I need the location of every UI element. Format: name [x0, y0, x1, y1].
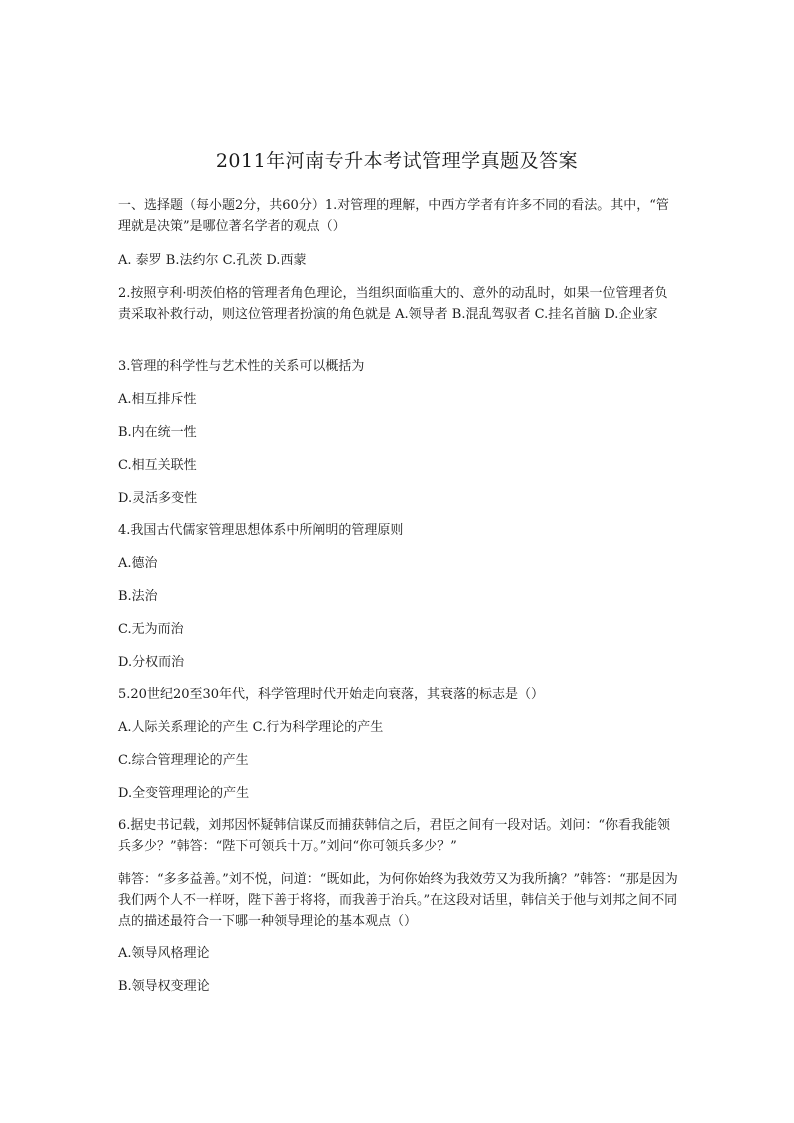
- paragraph-q2: 2.按照亨利·明茨伯格的管理者角色理论，当组织面临重大的、意外的动乱时，如果一位管理者负责采取补救行动，则这位管理者扮演的角色就是 A.领导者 B.混乱驾驭者 C.挂名首脑 D.企业家: [118, 286, 668, 322]
- paragraph-q4: 4.我国古代儒家管理思想体系中所阐明的管理原则: [118, 523, 404, 538]
- paragraph-q6-option-a: A.领导风格理论: [118, 946, 210, 961]
- paragraph-q6-part1: 6.据史书记载，刘邦因怀疑韩信谋反而捕获韩信之后，君臣之间有一段对话。刘问：“你看我能领兵多少？”韩答：“陛下可领兵十万。”刘问“你可领兵多少？”: [118, 818, 671, 854]
- paragraph-q5-option-d: D.全变管理理论的产生: [118, 786, 250, 801]
- paragraph-q6-option-b: B.领导权变理论: [118, 979, 210, 994]
- paragraph-q1-options: A. 泰罗 B.法约尔 C.孔茨 D.西蒙: [118, 253, 307, 268]
- paragraph-q3-option-d: D.灵活多变性: [118, 491, 198, 506]
- paragraph-q3-option-b: B.内在统一性: [118, 425, 197, 440]
- paragraph-q1: 一、选择题（每小题2分，共60分）1.对管理的理解，中西方学者有许多不同的看法。其中，“管理就是决策”是哪位著名学者的观点（）: [118, 198, 669, 234]
- document-title: 2011年河南专升本考试管理学真题及答案: [215, 150, 579, 172]
- paragraph-q3: 3.管理的科学性与艺术性的关系可以概括为: [118, 359, 365, 374]
- paragraph-q5-option-ac: A.人际关系理论的产生 C.行为科学理论的产生: [118, 720, 384, 735]
- paragraph-q4-option-c: C.无为而治: [118, 622, 184, 637]
- paragraph-q4-option-b: B.法治: [118, 589, 158, 604]
- paragraph-q5: 5.20世纪20至30年代，科学管理时代开始走向衰落，其衰落的标志是（）: [118, 687, 545, 702]
- paragraph-q5-option-c: C.综合管理理论的产生: [118, 753, 249, 768]
- paragraph-q3-option-a: A.相互排斥性: [118, 392, 197, 407]
- paragraph-q4-option-a: A.德治: [118, 556, 158, 571]
- paragraph-q4-option-d: D.分权而治: [118, 655, 185, 670]
- paragraph-q3-option-c: C.相互关联性: [118, 458, 197, 473]
- paragraph-q6-part2: 韩答：“多多益善。”刘不悦，问道：“既如此，为何你始终为我效劳又为我所擒？”韩答：“那是因为我们两个人不一样呀，陛下善于将将，而我善于治兵。”在这段对话里，韩信关于他与刘邦之间不同点的描述最符合一下哪一种领导理论的基本观点（）: [118, 872, 678, 929]
